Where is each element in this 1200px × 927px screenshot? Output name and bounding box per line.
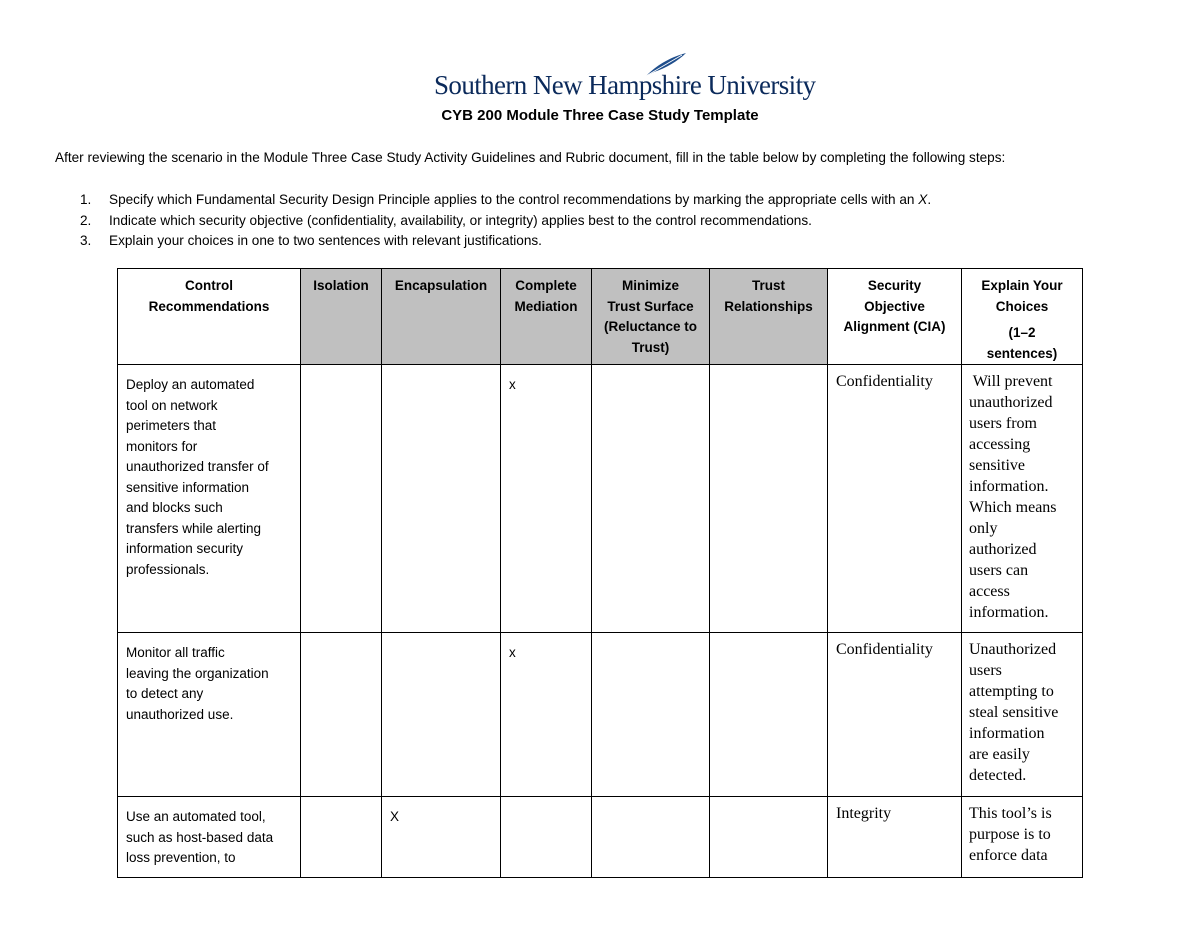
complete-mediation-cell[interactable]: x — [501, 633, 592, 797]
header-security-objective: Security Objective Alignment (CIA) — [828, 269, 962, 365]
header-trust-relationships: Trust Relationships — [710, 269, 828, 365]
instruction-steps — [80, 190, 931, 252]
encapsulation-cell[interactable] — [382, 633, 501, 797]
case-study-table — [117, 268, 1083, 878]
header-explain-choices: Explain Your Choices (1–2 sentences) — [962, 269, 1083, 365]
step-item: 3. Explain your choices in one to two sentences with relevant justifications. — [80, 233, 542, 248]
explain-cell[interactable]: Will prevent unauthorized users from accessing sensitive information. Which means only authorized users can access information. — [962, 365, 1083, 633]
feather-icon — [642, 52, 690, 78]
explain-cell[interactable]: Unauthorized users attempting to steal sensitive information are easily detected. — [962, 633, 1083, 797]
isolation-cell[interactable] — [301, 633, 382, 797]
trust-relationships-cell[interactable] — [710, 797, 828, 878]
header-isolation: Isolation — [301, 269, 382, 365]
header-control-recommendations: Control Recommendations — [118, 269, 301, 365]
intro-paragraph: After reviewing the scenario in the Module Three Case Study Activity Guidelines and Rubric document, fill in the table below by completing the following steps: — [55, 150, 1006, 165]
explain-cell[interactable]: This tool’s is purpose is to enforce data — [962, 797, 1083, 878]
minimize-trust-cell[interactable] — [592, 797, 710, 878]
document-title: CYB 200 Module Three Case Study Template — [441, 107, 759, 124]
isolation-cell[interactable] — [301, 365, 382, 633]
header-complete-mediation: Complete Mediation — [501, 269, 592, 365]
cia-cell[interactable]: Confidentiality — [828, 365, 962, 633]
university-logo — [434, 52, 816, 104]
encapsulation-cell[interactable]: X — [382, 797, 501, 878]
header-minimize-trust-surface: Minimize Trust Surface (Reluctance to Trust) — [592, 269, 710, 365]
table-row — [118, 797, 1083, 878]
logo-wordmark: Southern New Hampshire University — [434, 70, 816, 100]
cia-cell[interactable]: Integrity — [828, 797, 962, 878]
trust-relationships-cell[interactable] — [710, 633, 828, 797]
recommendation-cell[interactable]: Use an automated tool, such as host-based data loss prevention, to — [118, 797, 301, 878]
recommendation-cell[interactable]: Deploy an automated tool on network perimeters that monitors for unauthorized transfer of sensitive information and blocks such transfers while alerting information security professionals. — [118, 365, 301, 633]
table-row — [118, 365, 1083, 633]
minimize-trust-cell[interactable] — [592, 633, 710, 797]
step-item: 2. Indicate which security objective (confidentiality, availability, or integrity) applies best to the control recommendations. — [80, 212, 812, 228]
header-encapsulation: Encapsulation — [382, 269, 501, 365]
complete-mediation-cell[interactable] — [501, 797, 592, 878]
isolation-cell[interactable] — [301, 797, 382, 878]
cia-cell[interactable]: Confidentiality — [828, 633, 962, 797]
table-row — [118, 633, 1083, 797]
trust-relationships-cell[interactable] — [710, 365, 828, 633]
encapsulation-cell[interactable] — [382, 365, 501, 633]
recommendation-cell[interactable]: Monitor all traffic leaving the organization to detect any unauthorized use. — [118, 633, 301, 797]
minimize-trust-cell[interactable] — [592, 365, 710, 633]
table-header-row — [118, 269, 1083, 365]
complete-mediation-cell[interactable]: x — [501, 365, 592, 633]
step-item: 1. Specify which Fundamental Security Design Principle applies to the control recommendations by marking the appropriate cells with an X. — [80, 192, 932, 207]
